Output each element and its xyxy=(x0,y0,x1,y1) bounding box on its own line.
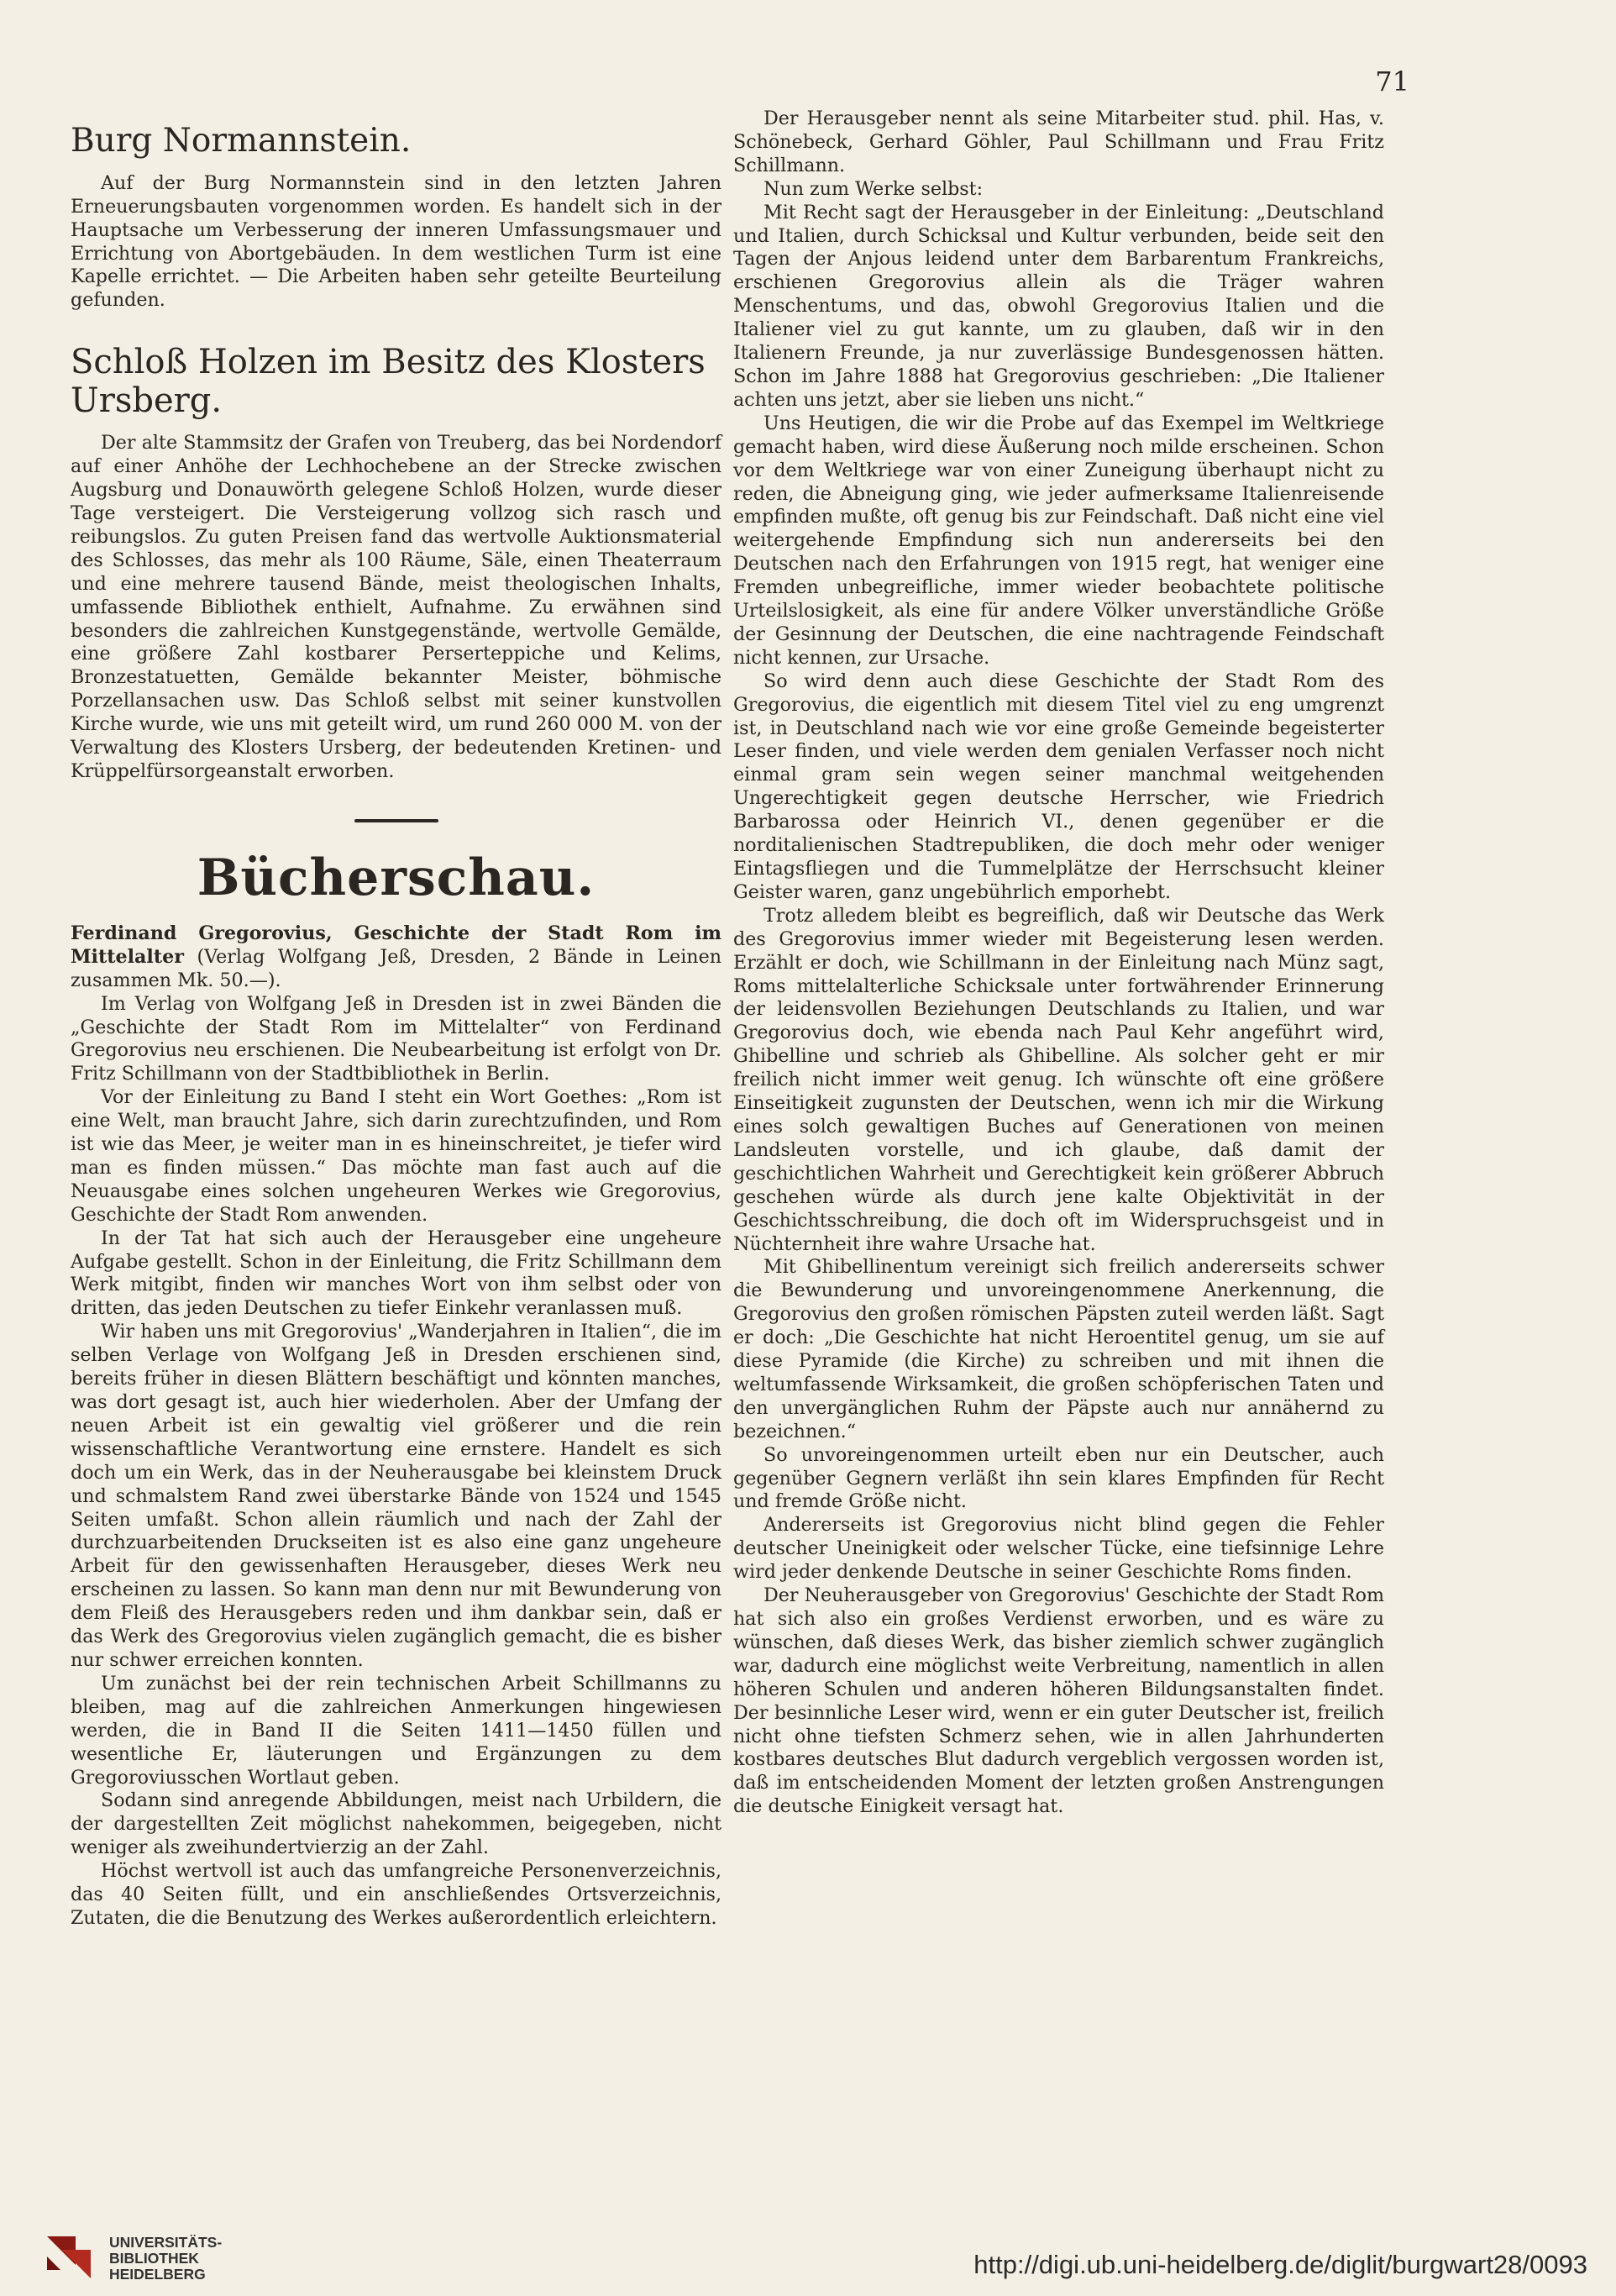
heading-buecherschau: Bücherschau. xyxy=(197,848,596,907)
review-paragraph: Trotz alledem bleibt es begreiflich, daß wir Deutsche das Werk des Gregorovius immer wieder mit Begeisterung lesen werden. Erzählt er doch, wie Schillmann in der Einleitung nach Münz sagt, Roms mittelalterliche Schicksale unter fortwährender Erinnerung der leidensvollen Beziehungen Deutschlands zu Italien, und war Gregorovius doch, wie ebenda nach Paul Kehr angeführt wird, Ghibelline und schrieb als Ghibelline. Als solcher geht er mir freilich nicht immer weit genug. Ich wünschte oft eine größere Einseitigkeit zugunsten der Deutschen, wenn ich mir die Wirkung eines solch gewaltigen Buches auf Generationen von meinen Landsleuten vorstelle, und ich glaube, daß damit der geschichtlichen Wahrheit und Gerechtigkeit kein größerer Abbruch geschehen würde als durch jene kalte Objektivität in der Geschichtsschreibung, die doch oft im Widerspruchsgeist und in Nüchternheit ihre wahre Ursache hat. xyxy=(733,904,1384,1255)
right-column xyxy=(733,108,1384,1819)
review-paragraph: Im Verlag von Wolfgang Jeß in Dresden ist in zwei Bänden die „Geschichte der Stadt Rom im Mittelalter“ von Ferdinand Gregorovius neu erschienen. Die Neubearbeitung ist erfolgt von Dr. Fritz Schillmann von der Stadtbibliothek in Berlin. xyxy=(71,992,721,1085)
review-paragraph: Höchst wertvoll ist auch das umfangreiche Personenverzeichnis, das 40 Seiten füllt, und ein anschließendes Ortsverzeichnis, Zutaten, die die Benutzung des Werkes außerordentlich erleichtern. xyxy=(71,1860,721,1929)
heading-burg-normannstein: Burg Normannstein. xyxy=(71,122,412,160)
library-name xyxy=(109,2235,222,2283)
library-name-line: HEIDELBERG xyxy=(109,2266,206,2283)
review-paragraph: Um zunächst bei der rein technischen Arbeit Schillmanns zu bleiben, mag auf die zahlreichen Anmerkungen hingewiesen werden, die in Band II die Seiten 1411—1450 füllen und wesentliche Er, läuterungen und Ergänzungen zu dem Gregoroviusschen Wortlaut geben. xyxy=(71,1672,721,1789)
review-paragraph: Andererseits ist Gregorovius nicht blind gegen die Fehler deutscher Uneinigkeit oder welscher Tücke, eine tiefsinnige Lehre wird jeder denkende Deutsche in seiner Geschichte Roms finden. xyxy=(733,1514,1384,1584)
review-paragraph: So wird denn auch diese Geschichte der Stadt Rom des Gregorovius, die eigentlich mit diesem Titel viel zu eng umgrenzt ist, in Deutschland nach wie vor eine große Gemeinde begeisterter Leser finden, und viele werden dem genialen Verfasser noch nicht einmal gram sein wegen seiner manchmal weitgehenden Ungerechtigkeit gegen deutsche Herrscher, wie Friedrich Barbarossa oder Heinrich VI., denen gegenüber er die norditalienischen Stadtrepubliken, die doch mehr oder weniger Eintagsfliegen und die Tummelplätze der Herrschsucht kleiner Geister waren, ganz ungebührlich emporhebt. xyxy=(733,670,1384,903)
review-header xyxy=(71,922,721,993)
review-paragraph: In der Tat hat sich auch der Herausgeber eine ungeheure Aufgabe gestellt. Schon in der Einleitung, die Fritz Schillmann dem Werk mitgibt, finden wir manches Wort von ihm selbst oder von dritten, das jeden Deutschen zu tiefer Einkehr veranlassen muß. xyxy=(71,1227,721,1320)
review-paragraph: Der Neuherausgeber von Gregorovius' Geschichte der Stadt Rom hat sich also ein großes Verdienst erworben, und es wäre zu wünschen, daß dieses Werk, das bisher ziemlich schwer zugänglich war, dadurch eine möglichst weite Verbreitung, namentlich in allen höheren Schulen und anderen höheren Bildungsanstalten findet. Der besinnliche Leser wird, wenn er ein guter Deutscher ist, freilich nicht ohne tiefsten Schmerz sehen, wie in allen Jahrhunderten kostbares deutsches Blut dadurch vergeblich vergossen worden ist, daß im entscheidenden Moment der letzten großen Anstrengungen die deutsche Einigkeit versagt hat. xyxy=(733,1584,1384,1818)
left-column xyxy=(71,114,721,1931)
paragraph-burg: Auf der Burg Normannstein sind in den letzten Jahren Erneuerungsbauten vorgenommen worden. Es handelt sich in der Hauptsache um Verbesserung der inneren Umfassungsmauer und Errichtung von Abortgebäuden. In dem westlichen Turm ist eine Kapelle errichtet. — Die Arbeiten haben sehr geteilte Beurteilung gefunden. xyxy=(71,171,721,312)
review-paragraph: Der Herausgeber nennt als seine Mitarbeiter stud. phil. Has, v. Schönebeck, Gerhard Göhler, Paul Schillmann und Frau Fritz Schillmann. xyxy=(733,108,1384,176)
review-paragraph: Uns Heutigen, die wir die Probe auf das Exempel im Weltkriege gemacht haben, wird diese Äußerung noch milde erscheinen. Schon vor dem Weltkriege war von einer Zuneigung überhaupt nicht zu reden, die Abneigung ging, wie jeder aufmerksame Italienreisende empfinden mußte, oft genug bis zur Feindschaft. Daß nicht eine viel weitergehende Empfindung sich nun andererseits bei den Deutschen nach den Erfahrungen von 1915 regt, hat weniger eine Fremden unbegreifliche, immer wieder beobachtete politische Urteilslosigkeit, als eine für andere Völker unverständliche Größe der Gesinnung der Deutschen, die eine nachtragende Feindschaft nicht kennen, zur Ursache. xyxy=(733,412,1384,669)
review-paragraph: Nun zum Werke selbst: xyxy=(763,177,984,200)
review-paragraph: Mit Ghibellinentum vereinigt sich freilich andererseits schwer die Bewunderung und unvoreingenommene Anerkennung, die Gregorovius den großen römischen Päpsten zuteil werden läßt. Sagt er doch: „Die Geschichte hat nicht Heroentitel genug, um sie auf diese Pyramide (die Kirche) zu schreiben und mit ihnen die weltumfassende Wirksamkeit, die großen schöpferischen Taten und den unvergänglichen Ruhm der Päpste auch nur annähernd zu bezeichnen.“ xyxy=(733,1256,1384,1442)
paragraph-schloss: Der alte Stammsitz der Grafen von Treuberg, das bei Nordendorf auf einer Anhöhe der Lechhochebene an der Strecke zwischen Augsburg und Donauwörth gelegene Schloß Holzen, wurde dieser Tage versteigert. Die Versteigerung vollzog sich rasch und reibungslos. Zu guten Preisen fand das wertvolle Auktionsmaterial des Schlosses, das mehr als 100 Räume, Säle, einen Theaterraum und eine mehrere tausend Bände, meist theologischen Inhalts, umfassende Bibliothek enthielt, Aufnahme. Zu erwähnen sind besonders die zahlreichen Kunstgegenstände, wertvolle Gemälde, eine größere Zahl kostbarer Perserteppiche und Kelims, Bronzestatuetten, Gemälde bekannter Meister, böhmische Porzellansachen usw. Das Schloß selbst mit seiner kunstvollen Kirche wurde, wie uns mit geteilt wird, um rund 260 000 M. von der Verwaltung des Klosters Ursberg, der bedeutenden Kretinen- und Krüppelfürsorgeanstalt erworben. xyxy=(71,432,721,782)
review-meta: (Verlag Wolfgang Jeß, Dresden, 2 Bände in Leinen zusammen Mk. 50.—). xyxy=(71,945,721,991)
library-name-line: BIBLIOTHEK xyxy=(109,2250,199,2267)
page-number: 71 xyxy=(1375,66,1409,97)
section-divider xyxy=(354,819,438,822)
review-title: Ferdinand Gregorovius, Geschichte der Stadt Rom im Mittelalter xyxy=(71,922,721,968)
university-library-logo-icon xyxy=(44,2231,94,2282)
review-paragraph: Wir haben uns mit Gregorovius' „Wanderjahren in Italien“, die im selben Verlage von Wolfgang Jeß in Dresden erschienen sind, bereits früher in diesen Blättern beschäftigt und könnten manches, was dort gesagt ist, auch hier wiederholen. Aber der Umfang der neuen Arbeit ist ein gewaltig viel größerer und die rein wissenschaftliche Verantwortung eine ernstere. Handelt es sich doch um ein Werk, das in der Neuherausgabe bei kleinstem Druck und schmalstem Rand zwei überstarke Bände von 1524 und 1545 Seiten umfaßt. Schon allein räumlich und nach der Zahl der durchzuarbeitenden Druckseiten ist es also eine ganz ungeheure Arbeit für den gewissenhaften Herausgeber, dieses Werk neu erscheinen zu lassen. So kann man denn nur mit Bewunderung von dem Fleiß des Herausgebers reden und ihm dankbar sein, daß er das Werk des Gregorovius vielen zugänglich gemacht, die es bisher nur schwer erreichen konnten. xyxy=(71,1321,721,1671)
review-paragraph: Vor der Einleitung zu Band I steht ein Wort Goethes: „Rom ist eine Welt, man braucht Jahre, sich darin zurechtzufinden, und Rom ist wie das Meer, je weiter man in es hineinschreitet, je tiefer wird man es finden müssen.“ Das möchte man fast auch auf die Neuausgabe eines solchen ungeheuren Werkes wie Gregorovius, Geschichte der Stadt Rom anwenden. xyxy=(71,1086,721,1226)
library-name-line: UNIVERSITÄTS- xyxy=(109,2234,223,2251)
digitization-footer xyxy=(0,2206,1616,2296)
review-paragraph: Mit Recht sagt der Herausgeber in der Einleitung: „Deutschland und Italien, durch Schicksal und Kultur verbunden, beide seit den Tagen der Anjous leidend unter dem Barbarentum Frankreichs, erschienen Gregorovius allein als die Träger wahren Menschentums, und das, obwohl Gregorovius Italien und die Italiener viel zu gut kannte, um zu glauben, daß wir in den Italienern Freunde, ja nur zuverlässige Bundesgenossen hätten. Schon im Jahre 1888 hat Gregorovius geschrieben: „Die Italiener achten uns jetzt, aber sie lieben uns nicht.“ xyxy=(733,201,1384,411)
heading-schloss-holzen: Schloß Holzen im Besitz des Klosters Ursberg. xyxy=(71,343,706,421)
review-paragraph: So unvoreingenommen urteilt eben nur ein Deutscher, auch gegenüber Gegnern verläßt ihn sein klares Empfinden für Recht und fremde Größe nicht. xyxy=(733,1443,1384,1513)
source-url-link[interactable]: http://digi.ub.uni-heidelberg.de/diglit/burgwart28/0093 xyxy=(973,2250,1587,2279)
review-paragraph: Sodann sind anregende Abbildungen, meist nach Urbildern, die der dargestellten Zeit möglichst nahekommen, beigegeben, nicht weniger als zweihundertvierzig an der Zahl. xyxy=(71,1789,721,1859)
